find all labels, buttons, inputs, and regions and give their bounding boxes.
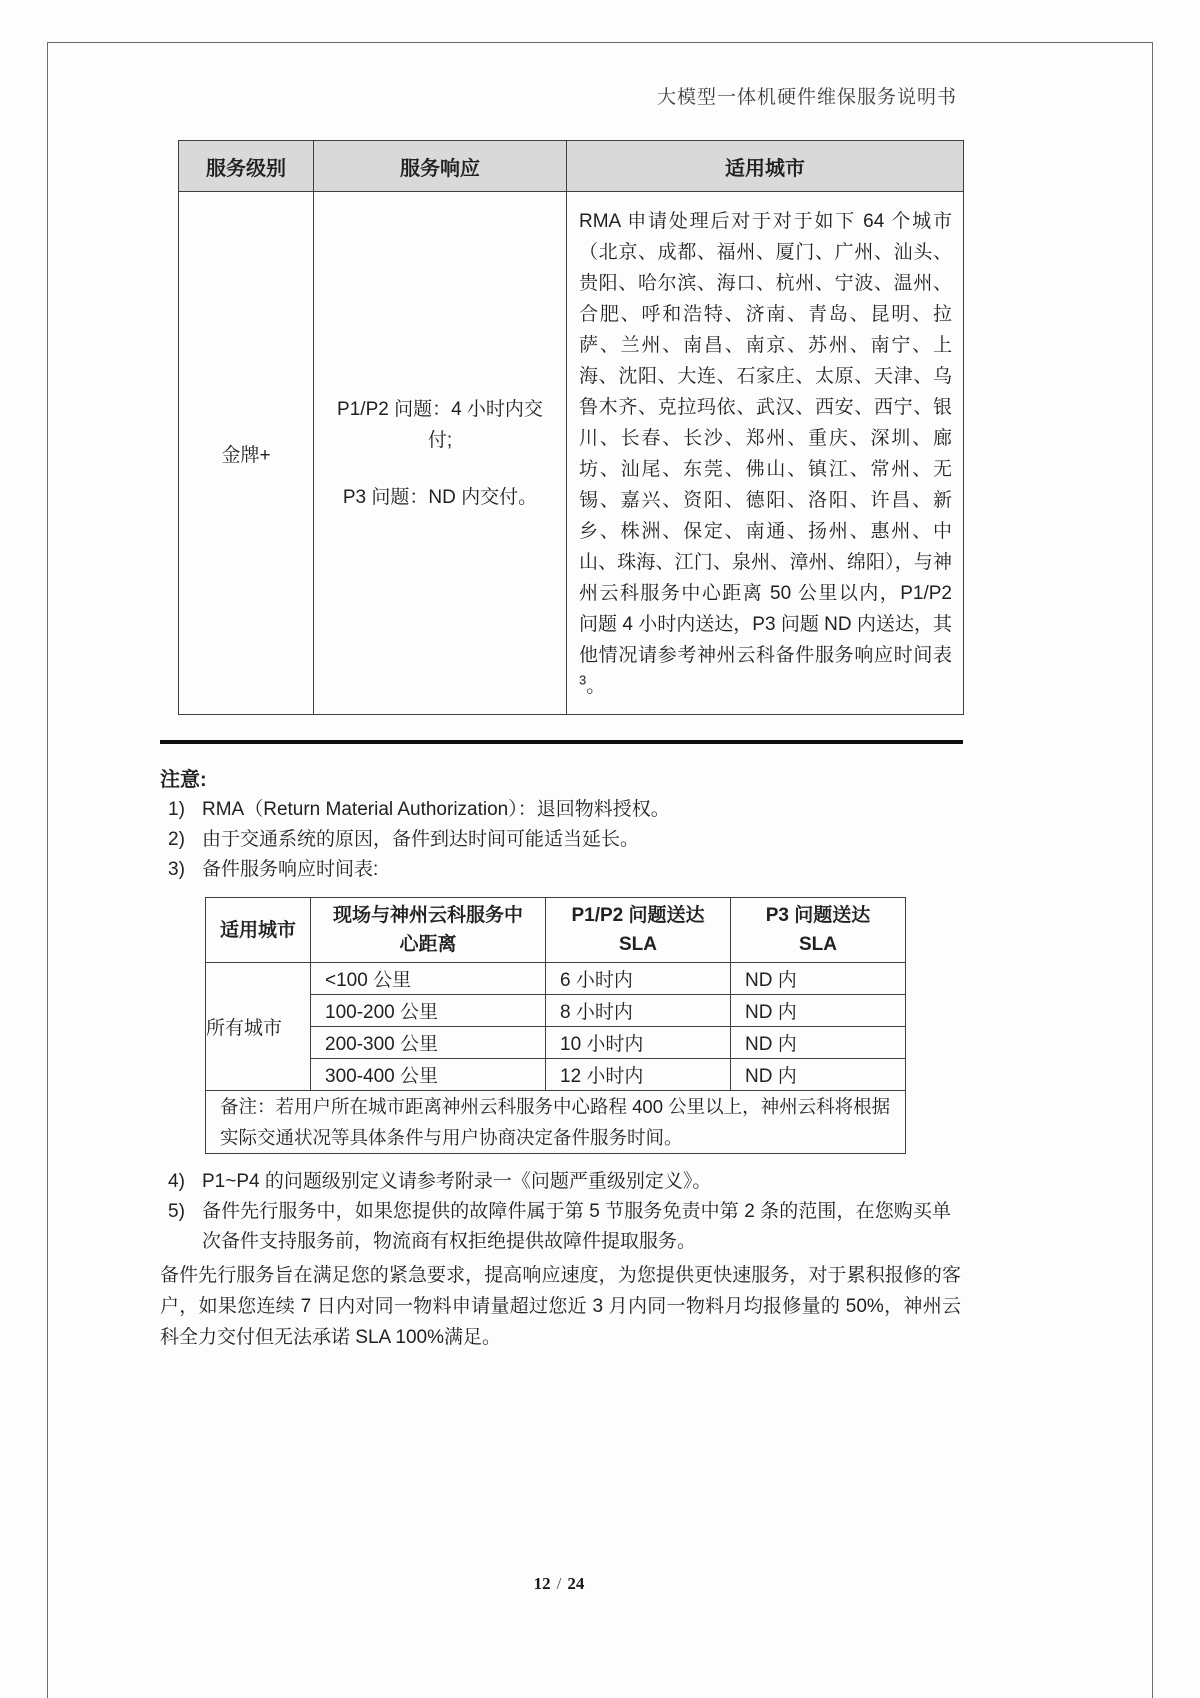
sla-distance: 200-300 公里: [311, 1027, 546, 1059]
sla-p3-value: ND 内: [731, 963, 906, 995]
spare-part-sla-table: [205, 897, 906, 1154]
sla-p1p2-value: 12 小时内: [546, 1059, 731, 1091]
closing-paragraph: 备件先行服务旨在满足您的紧急要求，提高响应速度，为您提供更快速服务，对于累积报修的客户，如果您连续 7 日内对同一物料申请量超过您近 3 月内同一物料月均报修量的 50%，神州云科全力交付但无法承诺 SLA 100%满足。: [160, 1265, 961, 1348]
sla-remark-row: [206, 1091, 906, 1154]
sla-row-2: [206, 995, 906, 1027]
page-content: [160, 140, 963, 1353]
page-number-current: 12: [533, 1574, 551, 1593]
note-number: 1): [168, 799, 185, 820]
note-item-4: [160, 1167, 963, 1197]
footnote-marker: 3: [579, 672, 587, 688]
response-line-p3: P3 问题：ND 内交付。: [342, 486, 538, 508]
sla-header-p1p2: P1/P2 问题送达 SLA: [546, 898, 731, 963]
sla-header-distance: 现场与神州云科服务中心距离: [311, 898, 546, 963]
service-table-header-row: [179, 141, 964, 192]
sla-row-4: [206, 1059, 906, 1091]
note-number: 4): [168, 1171, 185, 1192]
header-service-level: 服务级别: [179, 141, 314, 192]
response-line-gap: [332, 456, 548, 482]
sla-row-1: [206, 963, 906, 995]
sla-distance: 100-200 公里: [311, 995, 546, 1027]
document-header-title: 大模型一体机硬件维保服务说明书: [656, 87, 957, 108]
cities-paragraph-tail: 。: [586, 676, 606, 697]
applicable-cities-cell: [567, 192, 964, 715]
note-item-2: [160, 825, 963, 855]
header-applicable-cities: 适用城市: [567, 141, 964, 192]
note-number: 2): [168, 829, 185, 850]
service-response-cell: [314, 192, 567, 715]
page-number-total: 24: [567, 1574, 585, 1593]
sla-p3-value: ND 内: [731, 1027, 906, 1059]
service-level-value: 金牌+: [179, 192, 314, 715]
sla-distance: <100 公里: [311, 963, 546, 995]
note-text: 备件服务响应时间表:: [202, 859, 379, 880]
sla-city-group: 所有城市: [206, 963, 311, 1091]
note-text: P1~P4 的问题级别定义请参考附录一《问题严重级别定义》。: [202, 1171, 712, 1192]
section-divider-rule: [160, 740, 963, 744]
sla-p1p2-value: 6 小时内: [546, 963, 731, 995]
sla-header-city: 适用城市: [206, 898, 311, 963]
note-text: 由于交通系统的原因，备件到达时间可能适当延长。: [202, 829, 640, 850]
sla-p3-value: ND 内: [731, 995, 906, 1027]
sla-table-header-row: [206, 898, 906, 963]
notes-title: 注意:: [160, 769, 207, 791]
applicable-cities-text: [579, 206, 952, 702]
sla-p1p2-value: 10 小时内: [546, 1027, 731, 1059]
note-item-3: [160, 855, 963, 885]
sla-distance: 300-400 公里: [311, 1059, 546, 1091]
note-text: RMA（Return Material Authorization）：退回物料授权。: [202, 799, 670, 820]
note-text: 备件先行服务中，如果您提供的故障件属于第 5 节服务免责中第 2 条的范围，在您购买单次备件支持服务前，物流商有权拒绝提供故障件提取服务。: [202, 1201, 951, 1252]
note-item-5: [160, 1197, 963, 1257]
sla-p3-value: ND 内: [731, 1059, 906, 1091]
service-level-table: [178, 140, 964, 715]
sla-p1p2-value: 8 小时内: [546, 995, 731, 1027]
response-line-p1p2: P1/P2 问题：4 小时内交付;: [337, 398, 543, 451]
note-number: 5): [168, 1201, 185, 1222]
sla-row-3: [206, 1027, 906, 1059]
sla-remark-text: 备注：若用户所在城市距离神州云科服务中心路程 400 公里以上，神州云科将根据实际交通状况等具体条件与用户协商决定备件服务时间。: [206, 1091, 906, 1154]
sla-header-p3: P3 问题送达 SLA: [731, 898, 906, 963]
note-number: 3): [168, 859, 185, 880]
service-table-row-gold-plus: [179, 192, 964, 715]
cities-paragraph: RMA 申请处理后对于对于如下 64 个城市（北京、成都、福州、厦门、广州、汕头、贵阳、哈尔滨、海口、杭州、宁波、温州、合肥、呼和浩特、济南、青岛、昆明、拉萨、兰州、南昌、南京、苏州、南宁、上海、沈阳、大连、石家庄、太原、天津、乌鲁木齐、克拉玛依、武汉、西安、西宁、银川、长春、长沙、郑州、重庆、深圳、廊坊、汕尾、东莞、佛山、镇江、常州、无锡、嘉兴、资阳、德阳、洛阳、许昌、新乡、株洲、保定、南通、扬州、惠州、中山、珠海、江门、泉州、漳州、绵阳），与神州云科服务中心距离 50 公里以内，P1/P2 问题 4 小时内送达，P3 问题 ND 内送达，其他情况请参考神州云科备件服务响应时间表: [579, 211, 952, 666]
page-number-separator: /: [556, 1574, 562, 1593]
page-number: [0, 1574, 1118, 1594]
header-service-response: 服务响应: [314, 141, 567, 192]
note-item-1: [160, 795, 963, 825]
